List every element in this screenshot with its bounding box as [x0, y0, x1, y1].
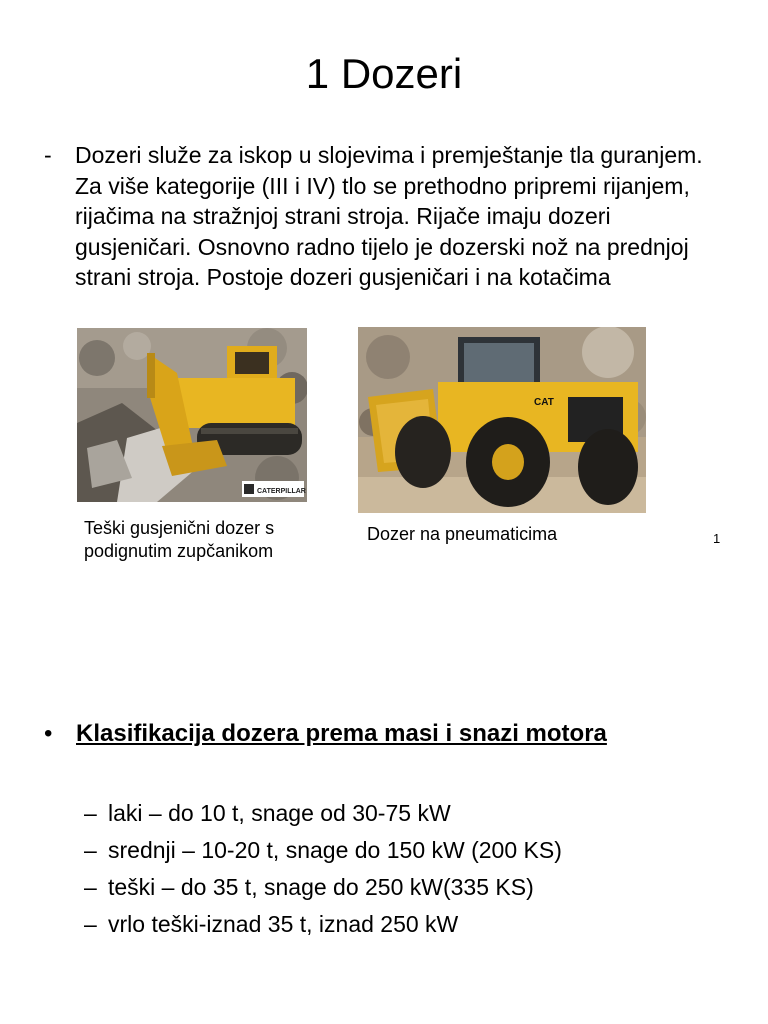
wheel-dozer-caption: Dozer na pneumaticima	[367, 524, 558, 544]
intro-paragraph	[44, 140, 724, 293]
list-dash: –	[84, 800, 97, 826]
heading-bullet: •	[44, 720, 53, 747]
intro-text: Dozeri služe za iskop u slojevima i premještanje tla guranjem. Za više kategorije (III i IV) tlo se prethodno pripremi rijanjem, rijačima na stražnjoj strani stroja. Rijače imaju dozeri gusjeničari. Osnovno radno tijelo je dozerski nož na prednjoj strani stroja. Postoje dozeri gusjeničari i na kotačima	[75, 142, 703, 290]
caterpillar-logo: CATERPILLAR	[257, 488, 306, 495]
list-item	[84, 869, 562, 906]
list-item-text: vrlo teški-iznad 35 t, iznad 250 kW	[108, 911, 459, 937]
list-dash: –	[84, 874, 97, 900]
wheel-dozer-photo	[358, 327, 646, 513]
list-item-text: laki – do 10 t, snage od 30-75 kW	[108, 800, 451, 826]
classification-list	[84, 795, 562, 943]
heading-text: Klasifikacija dozera prema masi i snazi motora	[76, 720, 607, 747]
intro-dash: -	[44, 142, 52, 168]
crawler-dozer-photo	[77, 328, 307, 502]
list-dash: –	[84, 837, 97, 863]
list-item-text: teški – do 35 t, snage do 250 kW(335 KS)	[108, 874, 534, 900]
slide-title: 1 Dozeri	[305, 50, 463, 97]
list-item	[84, 795, 562, 832]
crawler-dozer-caption: Teški gusjenični dozer s podignutim zupčanikom	[84, 518, 275, 561]
list-dash: –	[84, 911, 97, 937]
list-item	[84, 832, 562, 869]
list-item	[84, 906, 562, 943]
list-item-text: srednji – 10-20 t, snage do 150 kW (200 KS)	[108, 837, 562, 863]
page-number: 1	[713, 531, 721, 546]
cat-logo: CAT	[534, 397, 554, 408]
classification-heading	[44, 718, 744, 750]
